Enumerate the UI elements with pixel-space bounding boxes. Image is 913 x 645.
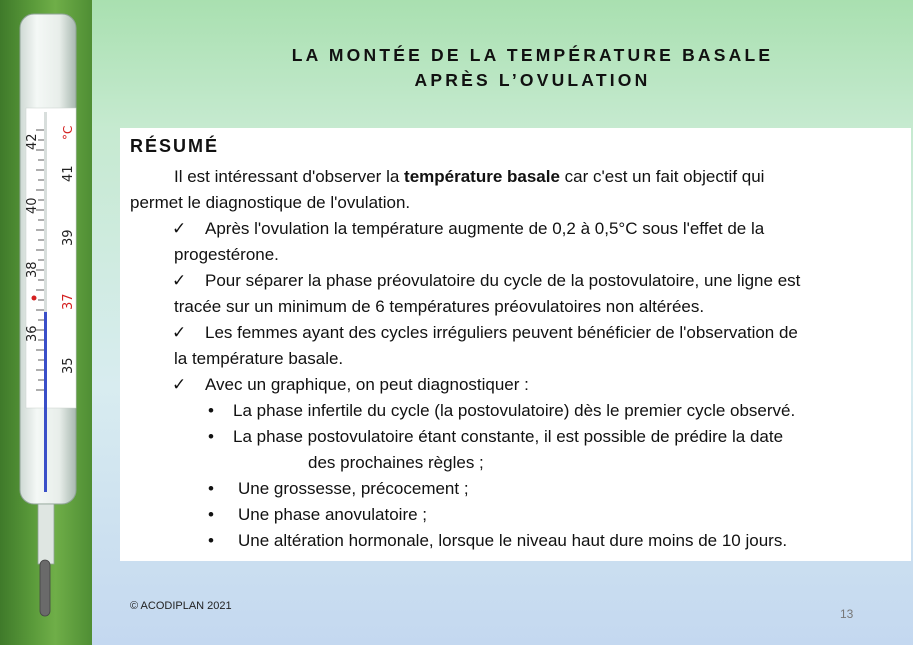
fever-marker	[32, 296, 37, 301]
page-number: 13	[840, 607, 854, 621]
bullet-item-2-line-1: La phase postovulatoire étant constante, il est possible de prédire la date	[233, 427, 784, 446]
scale-label-37: 37	[61, 293, 76, 310]
check-item-1-line-1: Après l'ovulation la température augmente de 0,2 à 0,5°C sous l'effet de la	[205, 219, 765, 238]
scale-label-39: 39	[61, 229, 76, 246]
check-mark-icon: ✓	[172, 323, 187, 342]
check-item-3-line-2: la température basale.	[174, 349, 344, 368]
bullet-item-4: Une phase anovulatoire ;	[238, 505, 428, 524]
scale-label-38: 38	[25, 261, 40, 278]
intro-line-1	[174, 166, 764, 188]
bullet-icon: •	[208, 427, 214, 446]
scale-label-36: 36	[25, 325, 40, 342]
title-line-1: LA MONTÉE DE LA TEMPÉRATURE BASALE	[291, 45, 774, 65]
bullet-icon: •	[208, 531, 214, 550]
check-item-2-line-2: tracée sur un minimum de 6 températures préovulatoires non altérées.	[174, 297, 705, 316]
check-item-3-line-1: Les femmes ayant des cycles irréguliers peuvent bénéficier de l'observation de	[205, 323, 798, 342]
bullet-icon: •	[208, 505, 214, 524]
scale-label-42: 42	[25, 133, 40, 150]
check-mark-icon: ✓	[172, 219, 187, 238]
check-item-1-line-2: progestérone.	[174, 245, 279, 264]
bullet-icon: •	[208, 401, 214, 420]
scale-label-41: 41	[61, 165, 76, 182]
slide-title	[160, 43, 905, 93]
thermometer-illustration	[0, 0, 92, 645]
scale-label-40: 40	[25, 197, 40, 214]
check-item-2-line-1: Pour séparer la phase préovulatoire du cycle de la postovulatoire, une ligne est	[205, 271, 801, 290]
thermometer-bulb	[40, 560, 50, 616]
check-mark-icon: ✓	[172, 375, 187, 394]
bullet-item-3: Une grossesse, précocement ;	[238, 479, 469, 498]
intro-line-2: permet le diagnostique de l'ovulation.	[130, 193, 411, 212]
mercury-column	[44, 312, 47, 492]
section-heading: RÉSUMÉ	[130, 136, 220, 156]
intro-bold-term: température basale	[404, 167, 560, 186]
bullet-item-5: Une altération hormonale, lorsque le niveau haut dure moins de 10 jours.	[238, 531, 788, 550]
copyright-footer: © ACODIPLAN 2021	[130, 600, 232, 612]
title-line-2: APRÈS L’OVULATION	[414, 70, 651, 90]
scale-unit: °C	[61, 125, 75, 140]
scale-label-35: 35	[61, 357, 76, 374]
bullet-item-1: La phase infertile du cycle (la postovulatoire) dès le premier cycle observé.	[233, 401, 796, 420]
bullet-icon: •	[208, 479, 214, 498]
intro-text-start: Il est intéressant d'observer la	[174, 167, 405, 186]
check-mark-icon: ✓	[172, 271, 187, 290]
intro-text-end: car c'est un fait objectif qui	[559, 167, 765, 186]
check-item-4-line-1: Avec un graphique, on peut diagnostiquer :	[205, 375, 529, 394]
bullet-item-2-line-2: des prochaines règles ;	[308, 453, 484, 472]
